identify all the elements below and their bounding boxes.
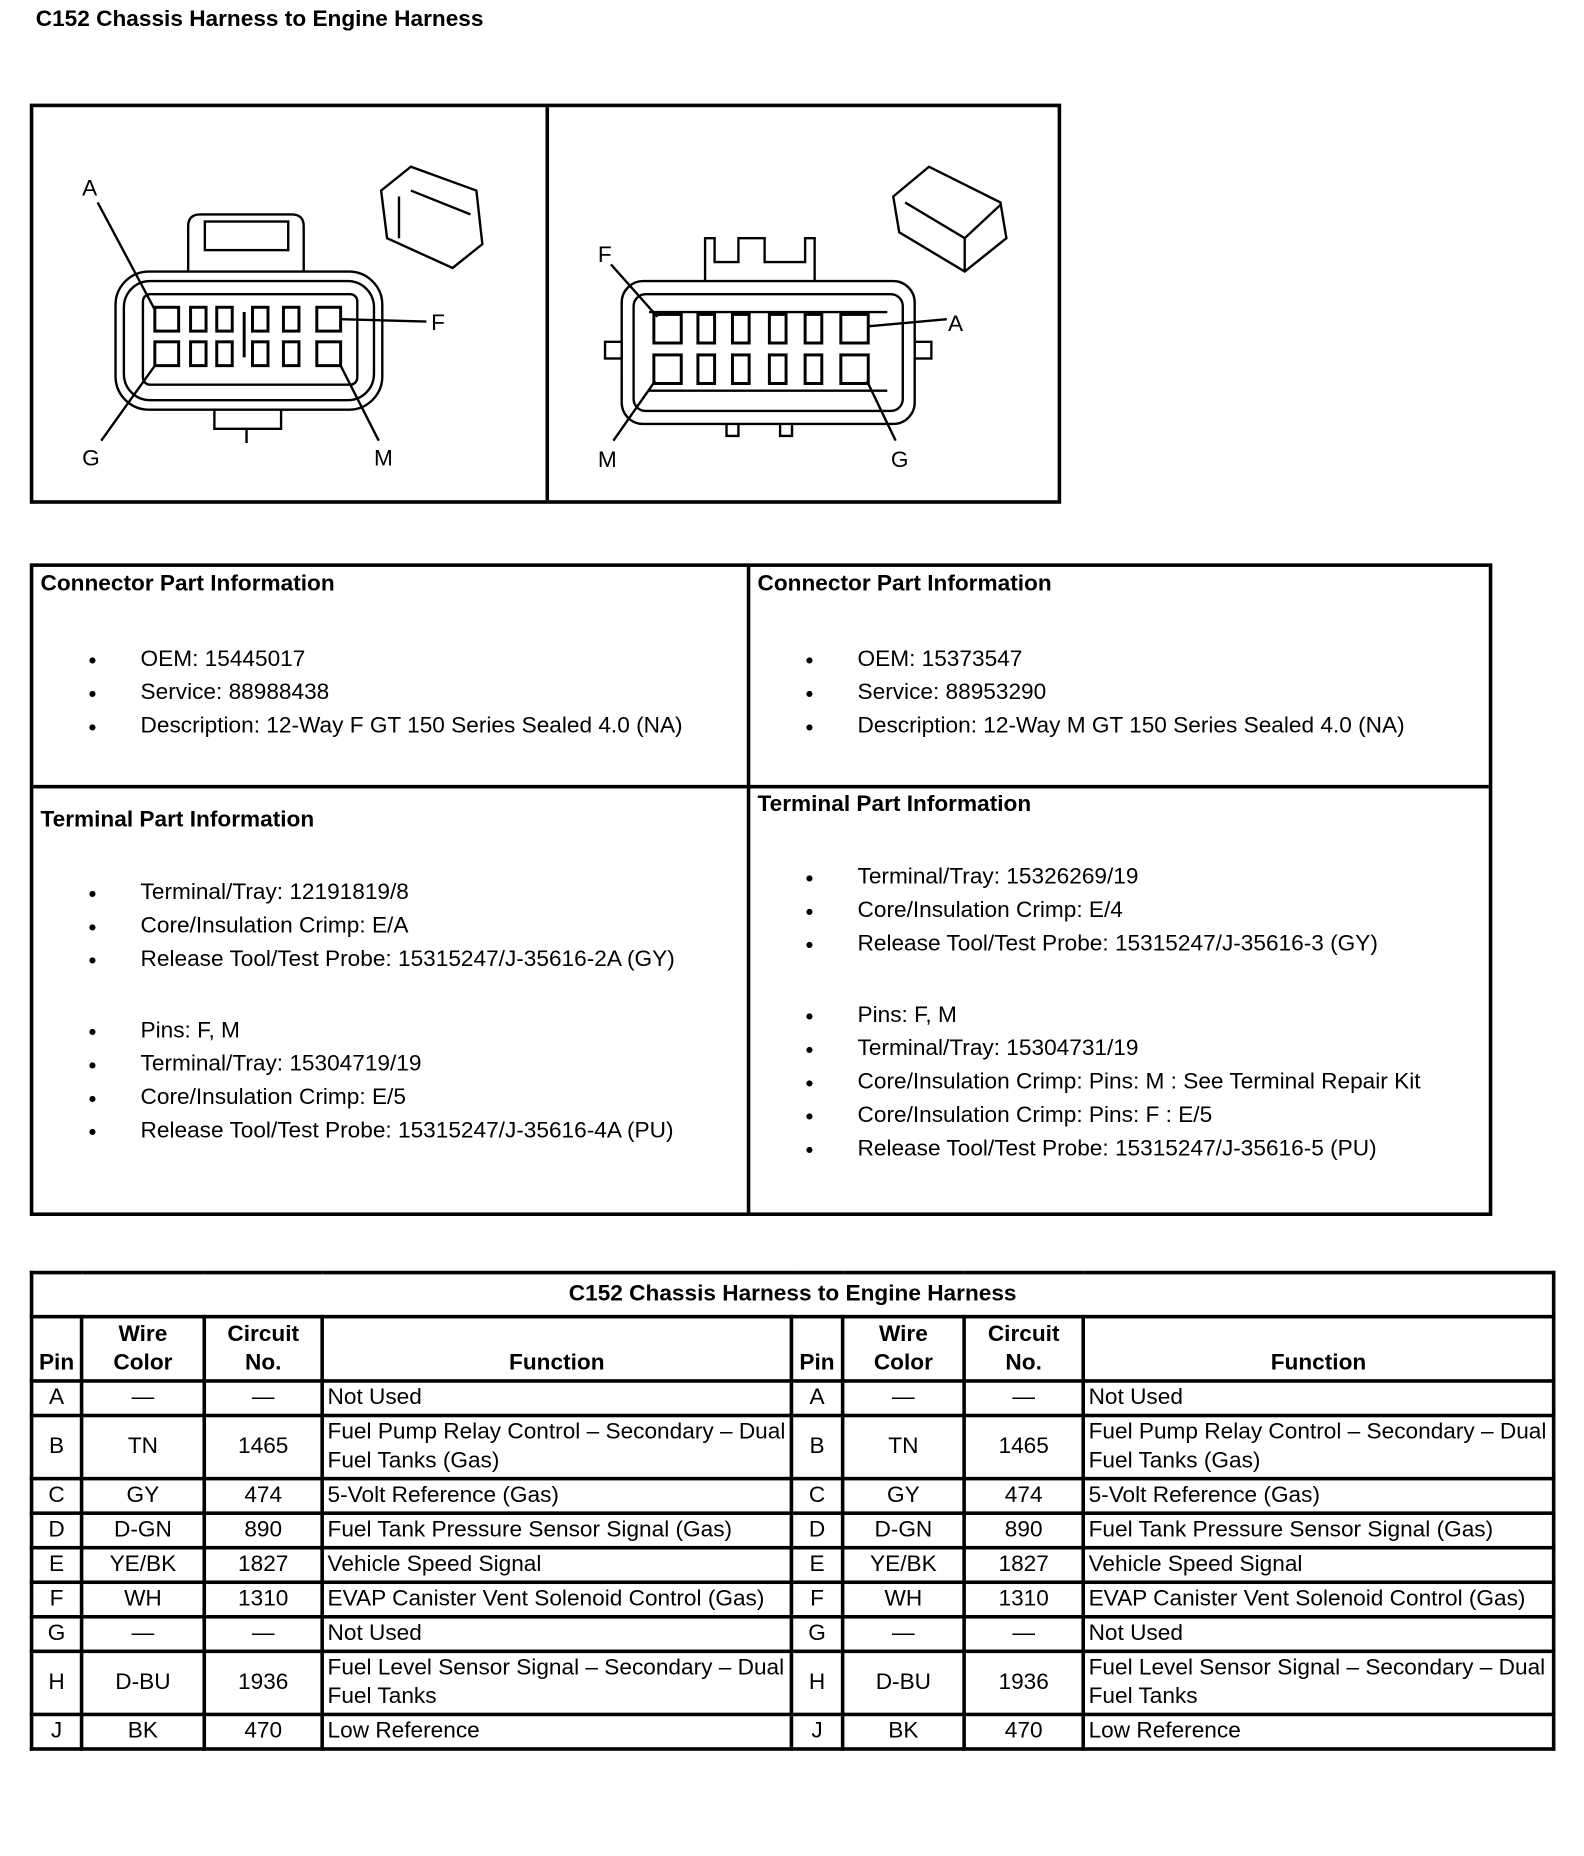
cell-function: Not Used <box>1083 1381 1554 1416</box>
table-row <box>32 1381 1554 1416</box>
cell-pin: A <box>32 1381 82 1416</box>
connector-face-drawings <box>0 0 1072 500</box>
cell-function: EVAP Canister Vent Solenoid Control (Gas) <box>1083 1582 1554 1617</box>
list-item: ● Terminal/Tray: 15326269/19 <box>757 861 1481 894</box>
cell-wire-color: D-BU <box>82 1651 205 1714</box>
header-circuit-no: Circuit No. <box>964 1317 1083 1381</box>
cell-function: Fuel Pump Relay Control – Secondary – Dual Fuel Tanks (Gas) <box>322 1416 791 1479</box>
cell-function: Vehicle Speed Signal <box>322 1548 791 1583</box>
cell-pin: F <box>32 1582 82 1617</box>
cell-wire-color: — <box>82 1381 205 1416</box>
cell-pin: H <box>791 1651 842 1714</box>
list-item: ● Description: 12-Way F GT 150 Series Sealed 4.0 (NA) <box>40 710 739 743</box>
cell-pin: E <box>791 1548 842 1583</box>
header-wire-color: Wire Color <box>82 1317 205 1381</box>
cell-function: 5-Volt Reference (Gas) <box>1083 1479 1554 1514</box>
cell-wire-color: BK <box>82 1714 205 1749</box>
table-row <box>32 1617 1554 1652</box>
cell-circuit-no: 1827 <box>204 1548 322 1583</box>
part-information-table <box>30 563 1493 1216</box>
cell-function: Not Used <box>322 1381 791 1416</box>
list-item: ● Release Tool/Test Probe: 15315247/J-35616-4A (PU) <box>40 1115 739 1148</box>
table-title: C152 Chassis Harness to Engine Harness <box>32 1273 1554 1317</box>
cell-pin: G <box>32 1617 82 1652</box>
pin-label-m: M <box>373 445 393 471</box>
cell-pin: G <box>791 1617 842 1652</box>
header-pin: Pin <box>791 1317 842 1381</box>
table-row <box>32 1479 1554 1514</box>
list-item: ● Release Tool/Test Probe: 15315247/J-35616-2A (GY) <box>40 943 739 976</box>
cell-wire-color: YE/BK <box>843 1548 964 1583</box>
female-connector-face <box>98 167 483 443</box>
list-item: ● Pins: F, M <box>757 999 1481 1032</box>
cell-wire-color: YE/BK <box>82 1548 205 1583</box>
cell-circuit-no: 470 <box>204 1714 322 1749</box>
list-item: ● Core/Insulation Crimp: E/A <box>40 910 739 943</box>
table-row <box>32 1416 1554 1479</box>
cell-wire-color: — <box>843 1381 964 1416</box>
list-item: ● Terminal/Tray: 15304719/19 <box>40 1048 739 1081</box>
table-row <box>32 1513 1554 1548</box>
cell-wire-color: GY <box>82 1479 205 1514</box>
cell-wire-color: GY <box>843 1479 964 1514</box>
cell-function: Low Reference <box>322 1714 791 1749</box>
cell-wire-color: D-GN <box>843 1513 964 1548</box>
cell-pin: J <box>32 1714 82 1749</box>
cell-pin: A <box>791 1381 842 1416</box>
cell-wire-color: WH <box>82 1582 205 1617</box>
pin-label-g: G <box>890 446 909 472</box>
list-item: ● Service: 88988438 <box>40 676 739 709</box>
cell-circuit-no: 474 <box>964 1479 1083 1514</box>
cell-wire-color: BK <box>843 1714 964 1749</box>
cell-wire-color: TN <box>82 1416 205 1479</box>
cell-function: EVAP Canister Vent Solenoid Control (Gas) <box>322 1582 791 1617</box>
cell-circuit-no: 890 <box>964 1513 1083 1548</box>
table-row <box>32 1714 1554 1749</box>
cell-function: Low Reference <box>1083 1714 1554 1749</box>
cell-wire-color: TN <box>843 1416 964 1479</box>
cell-function: Fuel Level Sensor Signal – Secondary – Dual Fuel Tanks <box>322 1651 791 1714</box>
header-function: Function <box>322 1317 791 1381</box>
header-wire-color: Wire Color <box>843 1317 964 1381</box>
cell-pin: E <box>32 1548 82 1583</box>
cell-wire-color: WH <box>843 1582 964 1617</box>
header-function: Function <box>1083 1317 1554 1381</box>
list-item: ● Terminal/Tray: 15304731/19 <box>757 1033 1481 1066</box>
pin-label-f: F <box>597 242 612 268</box>
table-row <box>32 1582 1554 1617</box>
cell-function: Vehicle Speed Signal <box>1083 1548 1554 1583</box>
list-item: ● OEM: 15373547 <box>757 643 1481 676</box>
cell-function: Not Used <box>322 1617 791 1652</box>
cell-wire-color: — <box>843 1617 964 1652</box>
list-item: ● Terminal/Tray: 12191819/8 <box>40 877 739 910</box>
list-item: ● Service: 88953290 <box>757 676 1481 709</box>
cell-circuit-no: 1465 <box>204 1416 322 1479</box>
cell-circuit-no: 1465 <box>964 1416 1083 1479</box>
cell-pin: C <box>791 1479 842 1514</box>
list-item: ● Core/Insulation Crimp: Pins: M : See Terminal Repair Kit <box>757 1066 1481 1099</box>
pin-label-a: A <box>82 175 98 201</box>
list-item: ● Description: 12-Way M GT 150 Series Sealed 4.0 (NA) <box>757 710 1481 743</box>
left-connector-info <box>33 567 746 748</box>
section-heading: Terminal Part Information <box>757 792 1032 818</box>
cell-function: Fuel Tank Pressure Sensor Signal (Gas) <box>322 1513 791 1548</box>
pin-label-g: G <box>82 445 100 471</box>
left-terminal-info <box>33 803 746 1153</box>
cell-circuit-no: 890 <box>204 1513 322 1548</box>
connector-diagrams <box>30 104 1061 504</box>
cell-pin: H <box>32 1651 82 1714</box>
list-item: ● Release Tool/Test Probe: 15315247/J-35616-5 (PU) <box>757 1133 1481 1166</box>
cell-pin: D <box>32 1513 82 1548</box>
male-connector-face <box>605 167 1006 441</box>
cell-circuit-no: 474 <box>204 1479 322 1514</box>
cell-pin: J <box>791 1714 842 1749</box>
cell-circuit-no: 1936 <box>204 1651 322 1714</box>
cell-circuit-no: 1827 <box>964 1548 1083 1583</box>
cell-pin: D <box>791 1513 842 1548</box>
cell-circuit-no: 1310 <box>204 1582 322 1617</box>
cell-circuit-no: — <box>964 1381 1083 1416</box>
cell-function: Not Used <box>1083 1617 1554 1652</box>
section-heading: Connector Part Information <box>40 571 335 597</box>
cell-function: Fuel Pump Relay Control – Secondary – Dual Fuel Tanks (Gas) <box>1083 1416 1554 1479</box>
pin-label-f: F <box>431 309 445 335</box>
cell-pin: B <box>32 1416 82 1479</box>
right-connector-info <box>750 567 1488 748</box>
list-item: ● Core/Insulation Crimp: Pins: F : E/5 <box>757 1099 1481 1132</box>
header-pin: Pin <box>32 1317 82 1381</box>
section-heading: Connector Part Information <box>757 571 1052 597</box>
pin-label-m: M <box>597 446 617 472</box>
cell-circuit-no: 1310 <box>964 1582 1083 1617</box>
cell-pin: B <box>791 1416 842 1479</box>
section-heading: Terminal Part Information <box>40 807 315 833</box>
cell-pin: F <box>791 1582 842 1617</box>
pin-label-a: A <box>948 311 964 337</box>
list-item: ● Core/Insulation Crimp: E/5 <box>40 1081 739 1114</box>
cell-function: Fuel Level Sensor Signal – Secondary – Dual Fuel Tanks <box>1083 1651 1554 1714</box>
header-circuit-no: Circuit No. <box>204 1317 322 1381</box>
page-title: C152 Chassis Harness to Engine Harness <box>35 7 484 33</box>
cell-circuit-no: 470 <box>964 1714 1083 1749</box>
pinout-table <box>30 1271 1556 1751</box>
cell-wire-color: D-BU <box>843 1651 964 1714</box>
list-item: ● OEM: 15445017 <box>40 643 739 676</box>
table-body <box>32 1381 1554 1749</box>
cell-circuit-no: — <box>204 1381 322 1416</box>
table-row <box>32 1651 1554 1714</box>
cell-function: Fuel Tank Pressure Sensor Signal (Gas) <box>1083 1513 1554 1548</box>
cell-circuit-no: — <box>204 1617 322 1652</box>
right-terminal-info <box>750 787 1488 1171</box>
cell-pin: C <box>32 1479 82 1514</box>
list-item: ● Core/Insulation Crimp: E/4 <box>757 894 1481 927</box>
cell-function: 5-Volt Reference (Gas) <box>322 1479 791 1514</box>
cell-wire-color: D-GN <box>82 1513 205 1548</box>
cell-circuit-no: — <box>964 1617 1083 1652</box>
cell-circuit-no: 1936 <box>964 1651 1083 1714</box>
table-row <box>32 1548 1554 1583</box>
cell-wire-color: — <box>82 1617 205 1652</box>
list-item: ● Pins: F, M <box>40 1015 739 1048</box>
list-item: ● Release Tool/Test Probe: 15315247/J-35616-3 (GY) <box>757 928 1481 961</box>
